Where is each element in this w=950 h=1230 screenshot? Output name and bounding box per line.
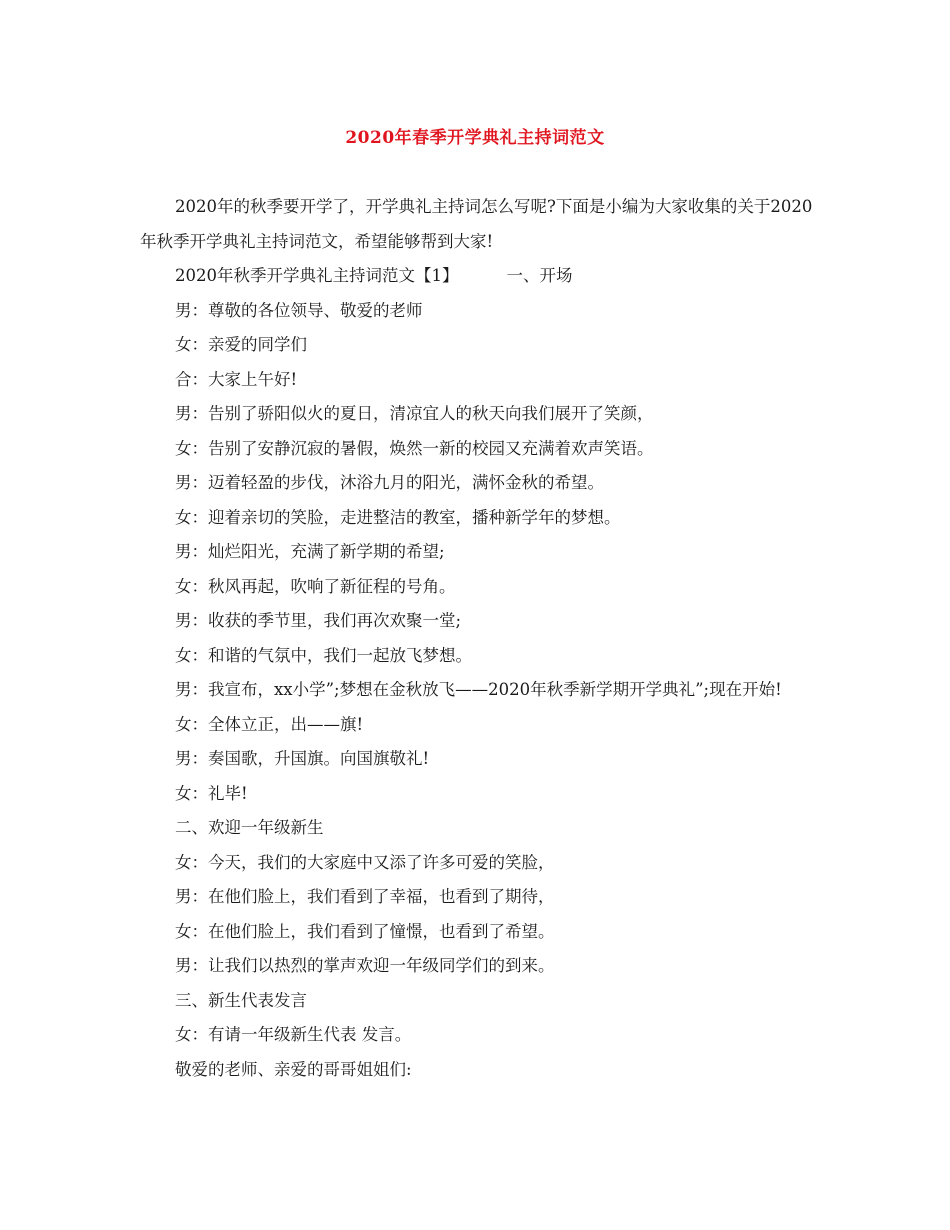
paragraph-line: 女：礼毕! xyxy=(175,783,248,803)
paragraph-line: 女：亲爱的同学们 xyxy=(175,335,307,354)
document-title: 2020年春季开学典礼主持词范文 xyxy=(345,128,605,148)
document-body xyxy=(140,190,820,1087)
paragraph-line: 男：尊敬的各位领导、敬爱的老师 xyxy=(175,300,423,320)
paragraph-line: 合：大家上午好! xyxy=(175,369,298,389)
paragraph-line: 女：在他们脸上，我们看到了憧憬，也看到了希望。 xyxy=(175,921,555,941)
paragraph-line: 女：和谐的气氛中，我们一起放飞梦想。 xyxy=(175,645,472,665)
paragraph-line: 男：灿烂阳光，充满了新学期的希望; xyxy=(175,542,445,561)
paragraph-line: 男：告别了骄阳似火的夏日，清凉宜人的秋天向我们展开了笑颜， xyxy=(175,404,654,423)
paragraph-line: 男：奏国歌，升国旗。向国旗敬礼! xyxy=(175,749,430,768)
paragraph-line: 女：秋风再起，吹响了新征程的号角。 xyxy=(175,576,456,596)
paragraph-section-heading xyxy=(140,259,820,294)
paragraph-heading: 三、新生代表发言 xyxy=(175,990,307,1010)
paragraph-line: 男：收获的季节里，我们再次欢聚一堂; xyxy=(175,611,462,630)
paragraph-intro: 2020年的秋季要开学了，开学典礼主持词怎么写呢?下面是小编为大家收集的关于2020年秋季开学典礼主持词范文，希望能够帮到大家! xyxy=(140,197,813,251)
section-title: 2020年秋季开学典礼主持词范文【1】 xyxy=(175,266,459,285)
paragraph-line: 女：全体立正，出——旗! xyxy=(175,714,364,734)
paragraph-line: 男：让我们以热烈的掌声欢迎一年级同学们的到来。 xyxy=(175,956,555,975)
paragraph-line: 男：我宣布，xx小学”;梦想在金秋放飞——2020年秋季新学期开学典礼”;现在开始! xyxy=(175,680,782,699)
paragraph-line: 男：在他们脸上，我们看到了幸福，也看到了期待， xyxy=(175,887,555,906)
paragraph-line: 敬爱的老师、亲爱的哥哥姐姐们: xyxy=(175,1059,412,1079)
paragraph-line: 女：有请一年级新生代表 发言。 xyxy=(175,1025,412,1044)
paragraph-line: 女：迎着亲切的笑脸，走进整洁的教室，播种新学年的梦想。 xyxy=(175,507,621,527)
paragraph-line: 男：迈着轻盈的步伐，沐浴九月的阳光，满怀金秋的希望。 xyxy=(175,473,604,492)
paragraph-line: 女：今天，我们的大家庭中又添了许多可爱的笑脸， xyxy=(175,852,555,872)
paragraph-heading: 二、欢迎一年级新生 xyxy=(175,818,324,837)
paragraph-line: 女：告别了安静沉寂的暑假，焕然一新的校园又充满着欢声笑语。 xyxy=(175,438,654,458)
section-heading-opening: 一、开场 xyxy=(506,266,573,285)
